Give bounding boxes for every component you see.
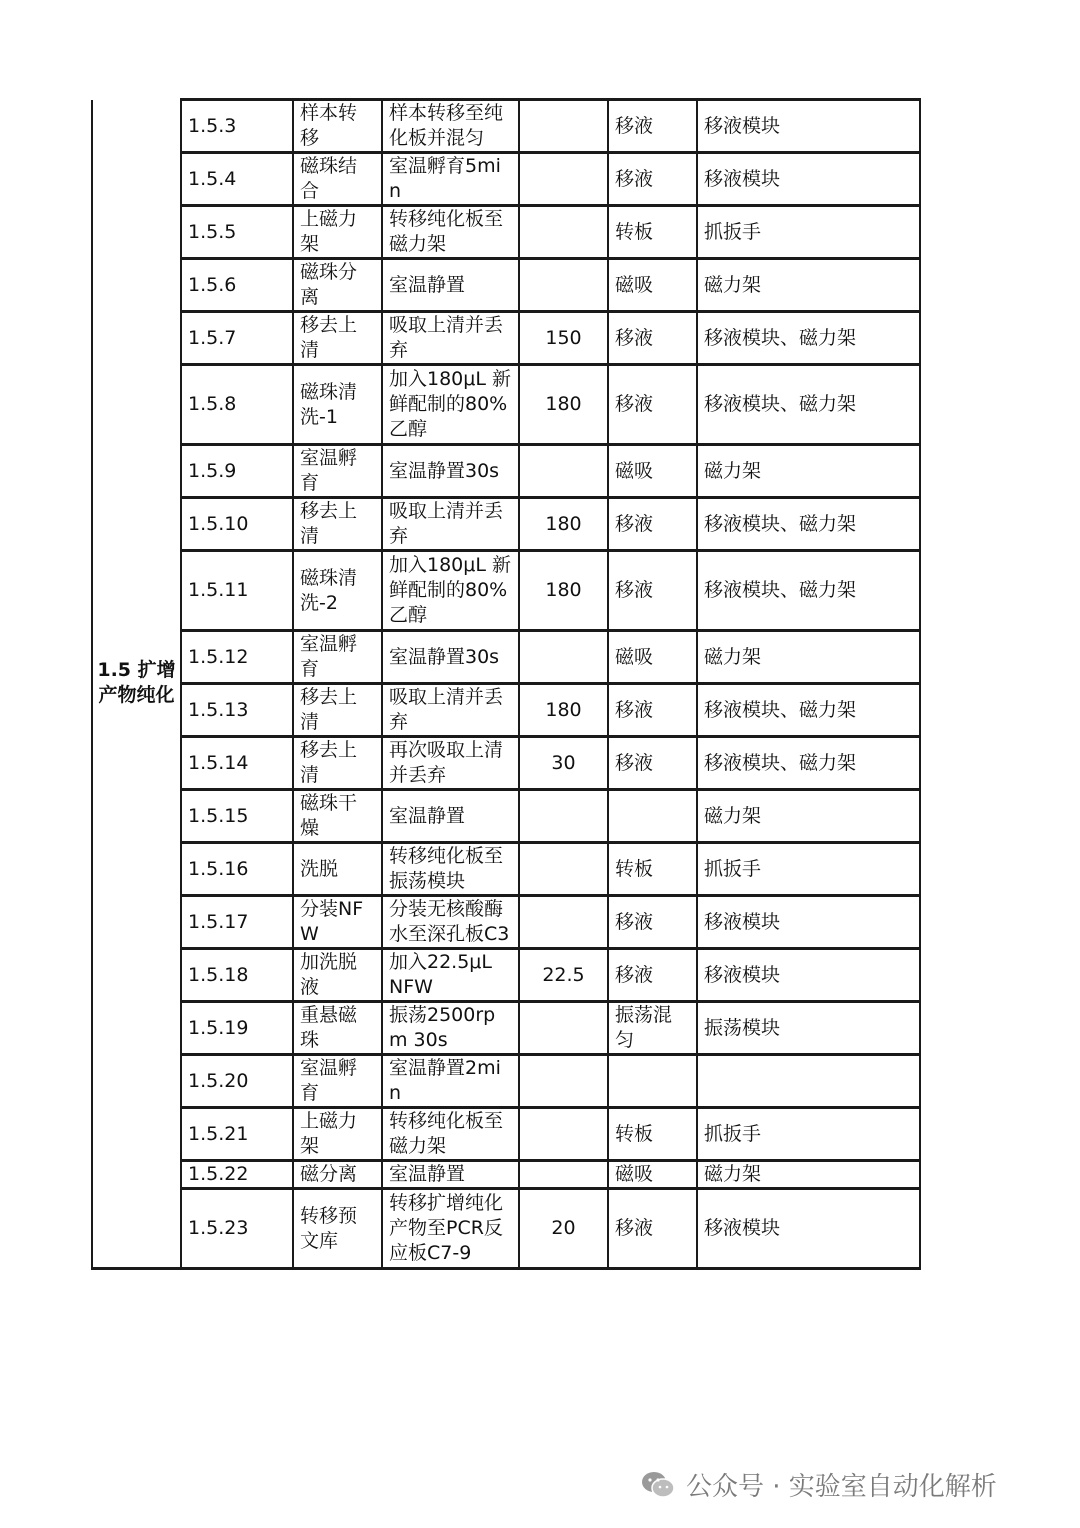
- cell-description: 转移扩增纯化产物至PCR反应板C7-9: [382, 1189, 519, 1269]
- cell-module: 移液模块: [697, 1189, 920, 1269]
- table-row: [92, 1055, 920, 1108]
- cell-step-id: 1.5.18: [181, 949, 293, 1002]
- cell-module: 移液模块: [697, 949, 920, 1002]
- cell-description: 分装无核酸酶水至深孔板C3: [382, 896, 519, 949]
- cell-step-id: 1.5.10: [181, 498, 293, 551]
- cell-step-id: 1.5.6: [181, 259, 293, 312]
- cell-action: 磁吸: [608, 1161, 697, 1189]
- section-label: 1.5 扩增产物纯化: [92, 100, 181, 1269]
- cell-step-id: 1.5.13: [181, 684, 293, 737]
- cell-step-id: 1.5.23: [181, 1189, 293, 1269]
- table-row: [92, 1189, 920, 1269]
- cell-step-id: 1.5.22: [181, 1161, 293, 1189]
- cell-step-id: 1.5.12: [181, 631, 293, 684]
- cell-description: 室温静置30s: [382, 631, 519, 684]
- protocol-table: [91, 98, 921, 1270]
- cell-step-id: 1.5.20: [181, 1055, 293, 1108]
- cell-step-name: 室温孵育: [293, 445, 382, 498]
- cell-module: 移液模块: [697, 100, 920, 153]
- cell-step-id: 1.5.3: [181, 100, 293, 153]
- table-row: [92, 737, 920, 790]
- cell-step-name: 磁珠结合: [293, 153, 382, 206]
- cell-volume: [519, 153, 608, 206]
- cell-description: 转移纯化板至振荡模块: [382, 843, 519, 896]
- cell-description: 室温孵育5min: [382, 153, 519, 206]
- cell-description: 吸取上清并丢弃: [382, 498, 519, 551]
- cell-volume: [519, 896, 608, 949]
- table-row: [92, 631, 920, 684]
- cell-action: 移液: [608, 684, 697, 737]
- cell-step-id: 1.5.4: [181, 153, 293, 206]
- cell-module: 磁力架: [697, 1161, 920, 1189]
- cell-volume: 22.5: [519, 949, 608, 1002]
- cell-step-id: 1.5.14: [181, 737, 293, 790]
- cell-step-name: 磁珠分离: [293, 259, 382, 312]
- cell-description: 室温静置: [382, 259, 519, 312]
- cell-step-id: 1.5.5: [181, 206, 293, 259]
- cell-step-name: 分装NFW: [293, 896, 382, 949]
- cell-description: 吸取上清并丢弃: [382, 684, 519, 737]
- cell-step-name: 加洗脱液: [293, 949, 382, 1002]
- cell-action: 移液: [608, 365, 697, 445]
- table-row: [92, 153, 920, 206]
- table-row: [92, 365, 920, 445]
- cell-module: 移液模块、磁力架: [697, 498, 920, 551]
- cell-action: 磁吸: [608, 259, 697, 312]
- cell-volume: 30: [519, 737, 608, 790]
- cell-step-id: 1.5.17: [181, 896, 293, 949]
- table-row: [92, 1108, 920, 1161]
- cell-module: 抓扳手: [697, 843, 920, 896]
- cell-description: 振荡2500rpm 30s: [382, 1002, 519, 1055]
- cell-action: 移液: [608, 498, 697, 551]
- cell-volume: 180: [519, 684, 608, 737]
- table-row: [92, 843, 920, 896]
- cell-description: 样本转移至纯化板并混匀: [382, 100, 519, 153]
- cell-step-name: 磁珠干燥: [293, 790, 382, 843]
- cell-description: 转移纯化板至磁力架: [382, 1108, 519, 1161]
- cell-volume: [519, 206, 608, 259]
- cell-step-name: 磁珠清洗-2: [293, 551, 382, 631]
- cell-step-name: 样本转移: [293, 100, 382, 153]
- cell-action: 磁吸: [608, 445, 697, 498]
- watermark: [640, 1466, 997, 1503]
- cell-action: 磁吸: [608, 631, 697, 684]
- cell-step-name: 磁珠清洗-1: [293, 365, 382, 445]
- cell-volume: 180: [519, 551, 608, 631]
- cell-step-name: 上磁力架: [293, 206, 382, 259]
- table-row: [92, 1161, 920, 1189]
- cell-description: 加入22.5μL NFW: [382, 949, 519, 1002]
- table-row: [92, 684, 920, 737]
- watermark-text: 公众号 · 实验室自动化解析: [686, 1472, 997, 1502]
- table-row: [92, 100, 920, 153]
- cell-volume: 180: [519, 498, 608, 551]
- cell-module: 磁力架: [697, 790, 920, 843]
- cell-module: [697, 1055, 920, 1108]
- cell-module: 磁力架: [697, 445, 920, 498]
- cell-action: 移液: [608, 1189, 697, 1269]
- cell-description: 室温静置: [382, 1161, 519, 1189]
- table-row: [92, 1002, 920, 1055]
- cell-action: 移液: [608, 100, 697, 153]
- cell-step-name: 移去上清: [293, 737, 382, 790]
- cell-action: 振荡混匀: [608, 1002, 697, 1055]
- cell-description: 室温静置: [382, 790, 519, 843]
- cell-step-name: 移去上清: [293, 312, 382, 365]
- cell-action: 移液: [608, 737, 697, 790]
- cell-volume: [519, 259, 608, 312]
- cell-action: [608, 1055, 697, 1108]
- cell-description: 加入180μL 新鲜配制的80%乙醇: [382, 551, 519, 631]
- cell-module: 移液模块: [697, 896, 920, 949]
- cell-action: [608, 790, 697, 843]
- cell-step-id: 1.5.11: [181, 551, 293, 631]
- cell-step-name: 磁分离: [293, 1161, 382, 1189]
- wechat-icon: [640, 1470, 676, 1500]
- cell-step-name: 移去上清: [293, 684, 382, 737]
- cell-action: 转板: [608, 1108, 697, 1161]
- cell-step-id: 1.5.15: [181, 790, 293, 843]
- cell-step-name: 移去上清: [293, 498, 382, 551]
- cell-module: 移液模块、磁力架: [697, 551, 920, 631]
- cell-action: 移液: [608, 896, 697, 949]
- table-row: [92, 896, 920, 949]
- cell-action: 转板: [608, 843, 697, 896]
- table-row: [92, 949, 920, 1002]
- cell-volume: [519, 1108, 608, 1161]
- cell-module: 抓扳手: [697, 206, 920, 259]
- cell-action: 转板: [608, 206, 697, 259]
- cell-action: 移液: [608, 153, 697, 206]
- table-row: [92, 445, 920, 498]
- cell-step-name: 室温孵育: [293, 1055, 382, 1108]
- cell-step-id: 1.5.21: [181, 1108, 293, 1161]
- cell-volume: 150: [519, 312, 608, 365]
- cell-module: 移液模块、磁力架: [697, 737, 920, 790]
- table-row: [92, 498, 920, 551]
- cell-volume: [519, 843, 608, 896]
- table-row: [92, 259, 920, 312]
- cell-volume: 20: [519, 1189, 608, 1269]
- cell-step-id: 1.5.7: [181, 312, 293, 365]
- cell-module: 磁力架: [697, 259, 920, 312]
- table-row: [92, 551, 920, 631]
- cell-module: 移液模块、磁力架: [697, 312, 920, 365]
- cell-volume: [519, 631, 608, 684]
- cell-step-id: 1.5.9: [181, 445, 293, 498]
- cell-step-id: 1.5.16: [181, 843, 293, 896]
- cell-step-id: 1.5.8: [181, 365, 293, 445]
- cell-step-name: 上磁力架: [293, 1108, 382, 1161]
- cell-action: 移液: [608, 312, 697, 365]
- cell-module: 磁力架: [697, 631, 920, 684]
- cell-module: 移液模块、磁力架: [697, 684, 920, 737]
- cell-volume: [519, 445, 608, 498]
- cell-description: 吸取上清并丢弃: [382, 312, 519, 365]
- cell-module: 移液模块、磁力架: [697, 365, 920, 445]
- cell-description: 室温静置30s: [382, 445, 519, 498]
- cell-step-name: 转移预文库: [293, 1189, 382, 1269]
- cell-volume: [519, 1002, 608, 1055]
- cell-module: 抓扳手: [697, 1108, 920, 1161]
- cell-step-name: 重悬磁珠: [293, 1002, 382, 1055]
- cell-volume: [519, 1055, 608, 1108]
- cell-description: 加入180μL 新鲜配制的80%乙醇: [382, 365, 519, 445]
- table-row: [92, 790, 920, 843]
- cell-action: 移液: [608, 551, 697, 631]
- cell-volume: 180: [519, 365, 608, 445]
- cell-module: 振荡模块: [697, 1002, 920, 1055]
- cell-description: 转移纯化板至磁力架: [382, 206, 519, 259]
- table-row: [92, 312, 920, 365]
- cell-volume: [519, 100, 608, 153]
- cell-module: 移液模块: [697, 153, 920, 206]
- cell-description: 室温静置2min: [382, 1055, 519, 1108]
- cell-step-name: 室温孵育: [293, 631, 382, 684]
- cell-description: 再次吸取上清并丢弃: [382, 737, 519, 790]
- cell-action: 移液: [608, 949, 697, 1002]
- table-row: [92, 206, 920, 259]
- cell-volume: [519, 1161, 608, 1189]
- cell-volume: [519, 790, 608, 843]
- cell-step-name: 洗脱: [293, 843, 382, 896]
- cell-step-id: 1.5.19: [181, 1002, 293, 1055]
